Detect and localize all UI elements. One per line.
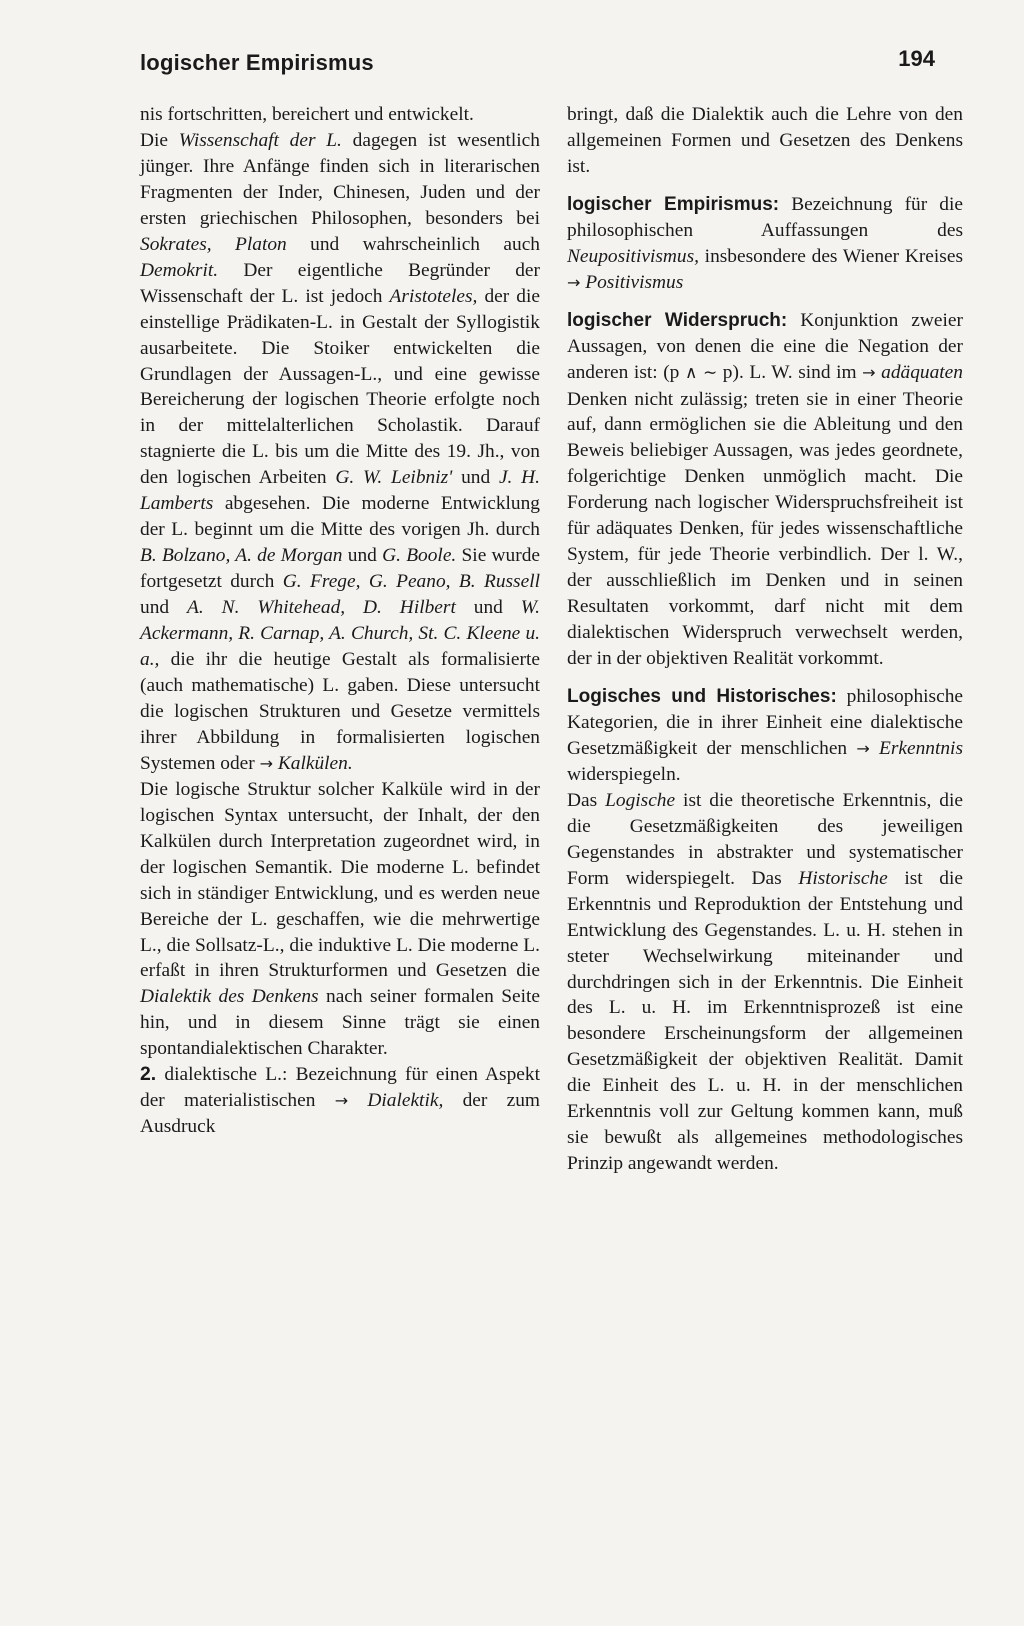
text: Das xyxy=(567,789,606,811)
entry-logischer-widerspruch xyxy=(567,308,963,672)
text: ist die theoretische Erkenntnis, die die Gesetzmäßigkeiten des jeweiligen Gegenstandes in abstrakter und systematischer Form widerspiegelt. Das xyxy=(567,789,963,889)
text: Die logische Struktur solcher Kalküle wird in der logischen Syntax untersucht, der Inhalt, der den Kalkülen durch Interpretation zugeordnet wird, in der logischen Semantik. Die moderne L. befindet sich in ständiger Entwicklung, und es werden neue Bereiche der L. geschaffen, wie die mehrwertige L., die Sollsatz-L., die induktive L. Die moderne L. erfaßt in ihren Strukturformen und Gesetzen die xyxy=(140,778,540,982)
emphasis: Historische xyxy=(798,867,888,889)
arrow-icon: → xyxy=(259,753,273,773)
text: die ihr die heutige Gestalt als formalisierte (auch mathematische) L. gaben. Diese untersucht die logischen Strukturen und Gesetze vermittels ihrer Abbildung in formalisierten logischen Systemen oder xyxy=(140,649,540,774)
text: bringt, daß die Dialektik auch die Lehre von den allgemeinen Formen und Gesetzen des Denkens ist. xyxy=(567,104,963,177)
emphasis: Wissenschaft der L. xyxy=(178,129,342,151)
right-column xyxy=(567,102,963,1177)
text: abgesehen. Die moderne Entwicklung der L. beginnt um die Mitte des vorigen Jh. durch xyxy=(140,493,540,541)
entry-logischer-empirismus xyxy=(567,192,963,296)
text: dialektische L.: Bezeichnung für einen Aspekt der materialistischen xyxy=(140,1064,540,1112)
text: nach seiner formalen Seite hin, und in diesem Sinne trägt sie einen spontandialektischen Charakter. xyxy=(140,986,540,1060)
emphasis: Kalkülen. xyxy=(277,752,353,774)
text: und wahrscheinlich auch xyxy=(286,233,540,255)
emphasis: G. W. Leibniz' xyxy=(335,467,453,489)
text: Die xyxy=(140,129,179,151)
paragraph xyxy=(140,1062,540,1140)
text: der die einstellige Prädikaten-L. in Gestalt der Syllogistik ausarbeitete. Die Stoiker entwickelten die Grundlagen der Aussagen-L., und eine gewisse Bereicherung der logischen Theorie erfolgte noch in der mittelalterlichen Scholastik. Darauf stagnierte die L. bis um die Mitte des 19. Jh., von den logischen Arbeiten xyxy=(140,285,540,489)
text: Denken nicht zulässig; treten sie in einer Theorie auf, dann ermöglichen sie die Ableitung und den Beweis beliebiger Aussagen, was jedes geordnete, folgerichtige Denken unmöglich macht. Die Forderung nach logischer Widerspruchsfreiheit ist für adäquates Denken, für jedes wissenschaftliche System, für jede Theorie verbindlich. Der l. W., der ausschließlich im Denken und in seinen Resultaten vorkommt, darf nicht mit dem dialektischen Widerspruch verwechselt werden, der in der objektiven Realität vorkommt. xyxy=(567,388,963,670)
text: Der eigentliche Begründer der Wissenschaft der L. ist jedoch xyxy=(140,259,540,307)
text: Sie wurde fortgesetzt durch xyxy=(140,545,541,593)
emphasis: Aristoteles, xyxy=(389,285,478,307)
emphasis: W. Ackermann, R. Carnap, A. Church, St. C. Kleene u. a., xyxy=(140,597,540,671)
text: und xyxy=(455,597,521,619)
entry-heading: logischer Empirismus: xyxy=(567,193,780,215)
arrow-icon: → xyxy=(856,738,870,758)
arrow-icon: → xyxy=(567,272,581,292)
page-number: 194 xyxy=(898,46,935,71)
text: philosophische Kategorien, die in ihrer Einheit eine dialektische Gesetzmäßigkeit der menschlichen xyxy=(567,686,963,759)
emphasis: Neupositivismus, xyxy=(567,245,699,267)
emphasis: J. H. Lamberts xyxy=(140,467,541,515)
left-column xyxy=(140,102,540,1140)
emphasis: adäquaten xyxy=(881,361,963,383)
page-header xyxy=(140,46,935,86)
text: Konjunktion zweier Aussagen, von denen die eine die Negation der anderen ist: (p xyxy=(567,309,963,383)
entry-heading: logischer Widerspruch: xyxy=(567,309,788,331)
text: insbesondere des Wiener Kreises xyxy=(698,245,963,267)
emphasis: Demokrit. xyxy=(140,259,219,281)
emphasis: Positivismus xyxy=(585,271,684,293)
paragraph xyxy=(140,102,540,128)
emphasis: Dialektik, xyxy=(367,1090,444,1112)
paragraph xyxy=(567,102,963,180)
text: nis fortschritten, bereichert und entwickelt. xyxy=(140,104,474,125)
entry-number: 2. xyxy=(140,1063,157,1086)
paragraph xyxy=(567,788,963,1177)
paragraph xyxy=(140,128,540,777)
text: der zum Ausdruck xyxy=(140,1090,540,1138)
emphasis: G. Boole. xyxy=(382,545,457,567)
emphasis: B. Bolzano, A. de Morgan xyxy=(140,545,343,567)
text: und xyxy=(452,467,499,489)
text: und xyxy=(140,597,188,619)
emphasis: G. Frege, G. Peano, B. Russell xyxy=(282,571,540,593)
paragraph xyxy=(140,777,540,1062)
entry-heading: Logisches und Historisches: xyxy=(567,686,837,708)
text: und xyxy=(342,545,383,567)
text: ist die Erkenntnis und Reproduktion der Entstehung und Entwicklung des Gegenstandes. L. u. H. stehen in steter Wechselwirkung miteinander und durchdringen sich in der Erkenntnis. Die Einheit des L. u. H. im Erkenntnisprozeß ist eine besondere Erscheinungsform der allgemeinen Gesetzmäßigkeit der objektiven Realität. Damit die Einheit des L. u. H. in der menschlichen Erkenntnis voll zur Geltung kommen kann, muß sie bewußt als allgemeines methodologisches Prinzip angewandt werden. xyxy=(567,867,963,1175)
emphasis: Erkenntnis xyxy=(878,737,963,759)
arrow-icon: → xyxy=(334,1091,349,1111)
emphasis: Logische xyxy=(605,789,676,811)
and-symbol-icon: ∧ xyxy=(684,362,698,383)
arrow-icon: → xyxy=(862,362,876,382)
text: Bezeichnung für die philosophischen Auffassungen des xyxy=(567,193,963,241)
negation-symbol-icon: ∼ xyxy=(702,362,718,383)
text: p). L. W. sind im xyxy=(717,361,863,383)
emphasis: Sokrates, Platon xyxy=(140,233,287,255)
text: widerspiegeln. xyxy=(567,763,681,785)
emphasis: A. N. Whitehead, D. Hilbert xyxy=(187,597,456,619)
text: dagegen ist wesentlich jünger. Ihre Anfänge finden sich in literarischen Fragmenten der Inder, Chinesen, Juden und der ersten griechischen Philosophen, besonders bei xyxy=(140,129,540,229)
entry-logisches-und-historisches xyxy=(567,684,963,788)
running-head: logischer Empirismus xyxy=(140,50,374,75)
emphasis: Dialektik des Denkens xyxy=(140,986,319,1008)
